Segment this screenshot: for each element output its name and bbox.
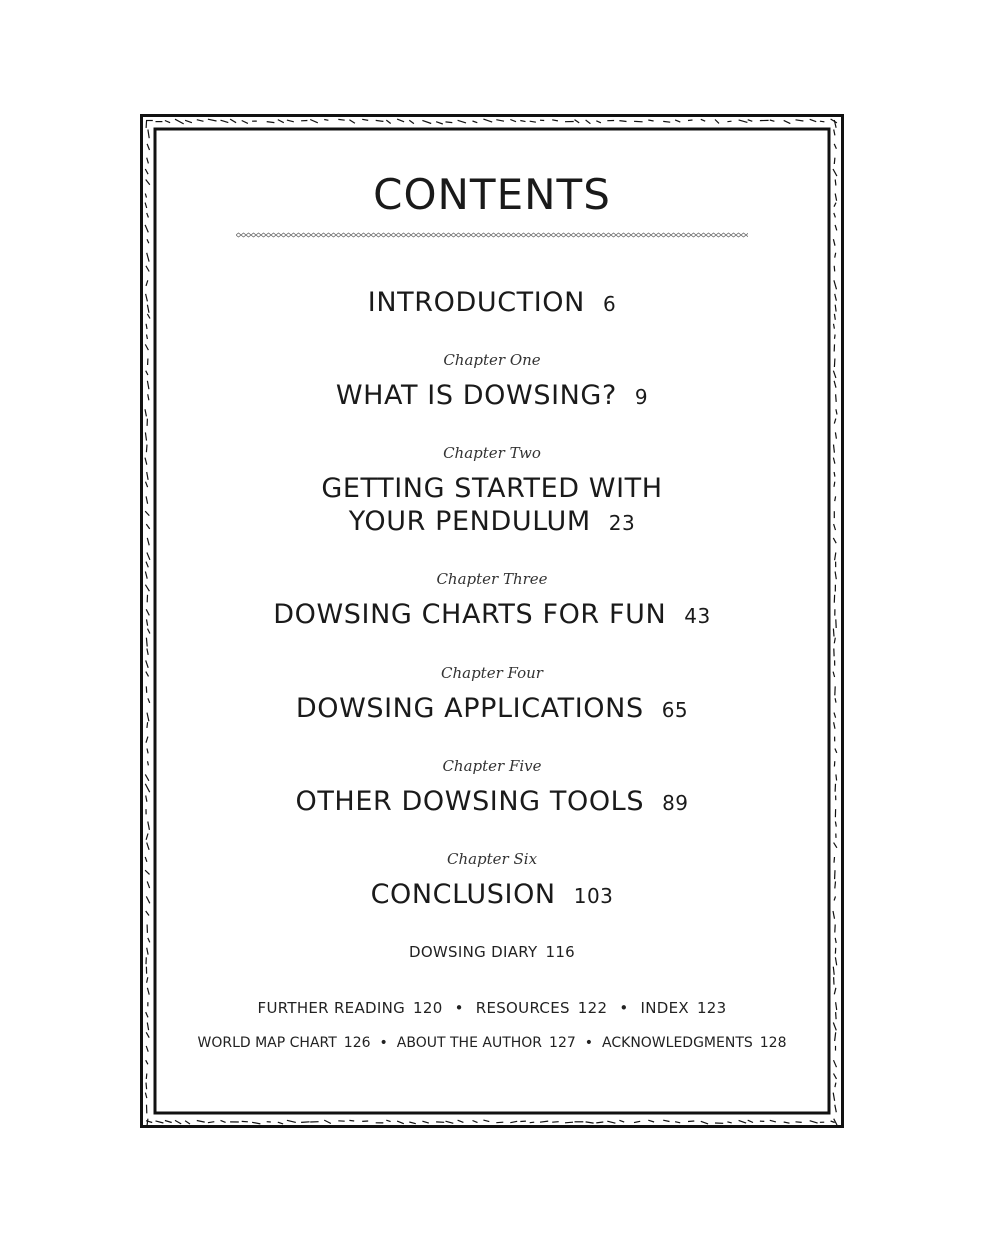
- toc-chapter-6: [140, 878, 844, 913]
- chapter-1-label: Chapter One: [443, 351, 541, 369]
- resources-title: RESOURCES: [475, 999, 570, 1017]
- world-map-chart-title: WORLD MAP CHART: [197, 1035, 337, 1051]
- chapter-2-title-line-1: GETTING STARTED WITH: [321, 473, 663, 504]
- toc-dowsing-diary: [140, 943, 844, 961]
- chapter-3-label: Chapter Three: [436, 570, 548, 588]
- chapter-2-label: Chapter Two: [443, 444, 541, 462]
- toc-chapter-3: [140, 598, 844, 633]
- chapter-6-label: Chapter Six: [446, 850, 538, 868]
- chapter-4-page: 65: [661, 698, 689, 722]
- ornamental-rule-icon: [236, 232, 748, 238]
- separator-dot: •: [379, 1035, 388, 1051]
- chapter-1-title: WHAT IS DOWSING?: [335, 380, 617, 411]
- toc-chapter-1: [140, 379, 844, 414]
- diary-title: DOWSING DIARY: [408, 943, 538, 961]
- index-page: 123: [696, 999, 727, 1017]
- chapter-3-page: 43: [684, 604, 711, 628]
- introduction-page: 6: [602, 292, 617, 316]
- page-title: CONTENTS: [373, 170, 611, 219]
- back-matter-row-2: [140, 1035, 844, 1051]
- acknowledgments-title: ACKNOWLEDGMENTS: [602, 1035, 753, 1051]
- toc-introduction: [140, 286, 844, 321]
- acknowledgments-page: 128: [759, 1035, 787, 1051]
- chapter-5-title: OTHER DOWSING TOOLS: [295, 786, 645, 817]
- back-matter-row-1: [140, 999, 844, 1017]
- world-map-chart-page: 126: [343, 1035, 371, 1051]
- chapter-4-label: Chapter Four: [441, 664, 543, 682]
- chapter-5-page: 89: [662, 791, 689, 815]
- further-reading-page: 120: [413, 999, 443, 1017]
- chapter-6-title: CONCLUSION: [370, 879, 556, 910]
- toc-chapter-4: [140, 692, 844, 727]
- separator-dot: •: [454, 999, 464, 1017]
- chapter-3-title: DOWSING CHARTS FOR FUN: [273, 599, 667, 630]
- chapter-2-page: 23: [608, 511, 636, 535]
- about-author-page: 127: [549, 1035, 576, 1051]
- resources-page: 122: [577, 999, 608, 1017]
- chapter-5-label: Chapter Five: [442, 757, 542, 775]
- about-author-title: ABOUT THE AUTHOR: [396, 1035, 543, 1051]
- toc-chapter-2: [140, 472, 844, 540]
- chapter-1-page: 9: [634, 385, 649, 409]
- contents-page: [140, 114, 844, 1128]
- chapter-6-page: 103: [573, 884, 614, 908]
- separator-dot: •: [584, 1035, 594, 1051]
- index-title: INDEX: [640, 999, 689, 1017]
- further-reading-title: FURTHER READING: [257, 999, 406, 1017]
- toc-chapter-5: [140, 785, 844, 820]
- diary-page: 116: [545, 943, 576, 961]
- chapter-2-title-line-2: YOUR PENDULUM: [348, 506, 591, 537]
- chapter-4-title: DOWSING APPLICATIONS: [295, 693, 644, 724]
- introduction-title: INTRODUCTION: [367, 287, 585, 318]
- separator-dot: •: [619, 999, 629, 1017]
